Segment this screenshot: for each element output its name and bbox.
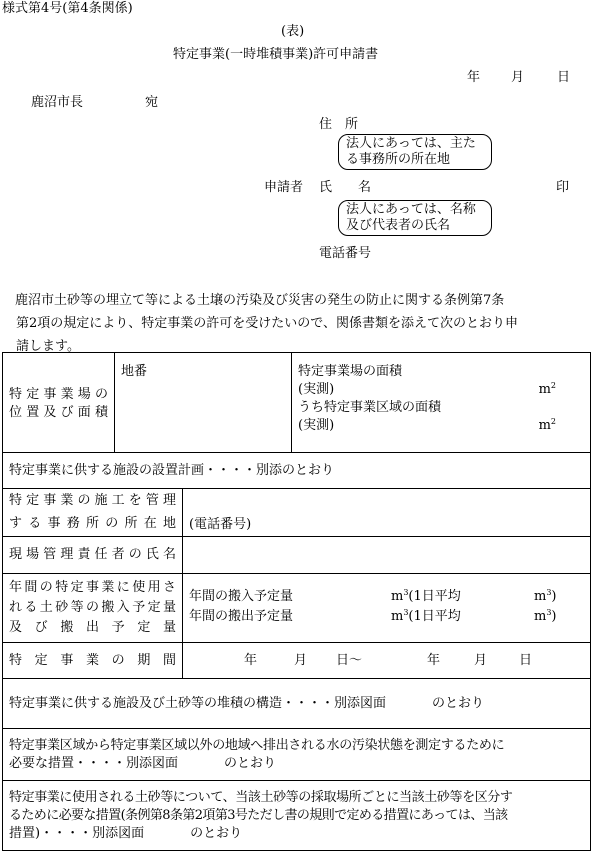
table-row (3, 679, 591, 729)
name-note-line1: 法人にあっては、名称 (346, 202, 476, 217)
office-location-label: 特定事業の施工を管理 する事務所の所在地 (3, 489, 183, 537)
application-table (2, 352, 591, 851)
form-number: 様式第4号(第4条関係) (2, 1, 133, 16)
soil-separation-cell: 特定事業に使用される土砂等について、当該土砂等の採取場所ごとに当該土砂等を区分す るために必要な措置(条例第8条第2項第3号ただし書の規則で定める措置にあっては、当該 措置)・・・・別添図面 のとおり (3, 781, 591, 851)
address-label: 住 所 (319, 117, 359, 132)
intro-line-3: 請します。 (16, 339, 80, 354)
intro-line-2: 第2項の規定により、特定事業の許可を受けたいので、関係書類を添えて次のとおり申 (16, 316, 519, 331)
date-year-label: 年 (467, 70, 481, 85)
facility-plan-cell: 特定事業に供する施設の設置計画・・・・別添のとおり (3, 453, 591, 489)
water-measure-cell: 特定事業区域から特定事業区域以外の地域へ排出される水の汚染状態を測定するために 必要な措置・・・・別添図面 のとおり (3, 729, 591, 781)
table-row (3, 574, 591, 643)
addressee: 鹿沼市長 (31, 95, 84, 110)
date-month-label: 月 (511, 70, 525, 85)
table-row (3, 643, 591, 679)
site-manager-cell[interactable] (183, 537, 591, 574)
phone-label: 電話番号 (319, 246, 372, 261)
period-label: 特定事業の期間 (3, 643, 183, 679)
soil-volume-label: 年間の特定事業に使用さ れる土砂等の搬入予定量 及び搬出予定量 (3, 574, 183, 643)
period-cell[interactable]: 年 月 日～ 年 月 日 (183, 643, 591, 679)
address-note-line2: る事務所の所在地 (346, 152, 451, 167)
structure-cell: 特定事業に供する施設及び土砂等の堆積の構造・・・・別添図面 のとおり (3, 679, 591, 729)
table-row (3, 537, 591, 574)
site-manager-label: 現場管理責任者の氏名 (3, 537, 183, 574)
intro-line-1: 鹿沼市土砂等の埋立て等による土壌の汚染及び災害の発生の防止に関する条例第7条 (2, 293, 505, 308)
table-row (3, 489, 591, 537)
office-location-cell[interactable]: (電話番号) (183, 489, 591, 537)
table-row (3, 781, 591, 851)
area-cell[interactable]: 特定事業場の面積 (実測) $m^2$ うち特定事業区域の面積 (実測) $m^2$ (292, 353, 591, 453)
date-day-label: 日 (557, 70, 571, 85)
seal-mark: 印 (556, 180, 570, 195)
name-note-line2: 及び代表者の氏名 (346, 218, 451, 233)
location-area-label: 特定事業場の 位置及び面積 (3, 353, 115, 453)
table-row (3, 453, 591, 489)
side-label: (表) (281, 24, 305, 39)
lot-number-cell[interactable]: 地番 (115, 353, 292, 453)
applicant-label: 申請者 (264, 180, 304, 195)
table-row (3, 353, 591, 453)
address-note-line1: 法人にあっては、主た (346, 136, 476, 151)
table-row (3, 729, 591, 781)
addressee-suffix: 宛 (145, 95, 159, 110)
soil-volume-cell[interactable]: 年間の搬入予定量 $m^3(1$日平均 $m^3$) 年間の搬出予定量 $m^3(1$日平均 $m^3$) (183, 574, 591, 643)
name-label: 氏 名 (319, 180, 372, 195)
document-title: 特定事業(一時堆積事業)許可申請書 (173, 47, 379, 62)
